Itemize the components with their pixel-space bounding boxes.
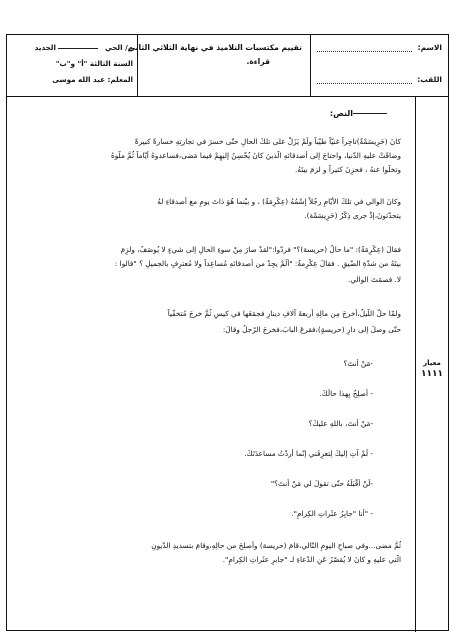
exam-subject: قراءة.	[246, 57, 270, 66]
text-line-6: فقالَ (عِكْرِمَةُ): "ما حالُ (حريسة)؟" فردّوا:"لقدْ صارَ مِنْ سوءِ الحالِ إلى شيءٍ لا يُوصَفُ، ولزِمَ	[120, 245, 401, 254]
text-line-8: لا. فصمَتَ الوالي.	[348, 275, 401, 284]
name-dotted-line	[317, 51, 412, 52]
school-info-box	[7, 35, 139, 97]
text-line-2: وضاقَتْ عليهِ الدّنيا، واحتاجَ إلى أصدقائهِ الّذينَ كانَ يُحْسِنُ إليهِمْ فيما مَضى،فساعدوهُ أيّاماً ثُمَّ ملّوهُ	[110, 151, 401, 160]
exam-title: تقييم مكتسبات التلاميذ في نهاية الثلاثي الثاني	[128, 43, 302, 52]
text-line-3: وتخلّوا عنهُ ، فحزِنَ كثيراً و لزمَ بيتَهُ.	[294, 165, 401, 174]
class-label: السنة الثالثة "أ" و"ب"	[55, 59, 133, 68]
school-name: الجديد	[34, 43, 56, 52]
school-label: م/ الحي	[104, 43, 133, 52]
dialogue-line-1: -مَنْ أنتَ؟	[343, 359, 373, 368]
text-line-12: الّتي عليهِ و كانَ لا يُقصّرُ عَنِ الدّعاءِ لـ "جابرِ عثَراتِ الكِرامِ".	[222, 555, 401, 564]
dialogue-line-6: - "أنا "جابِرُ عثَراتِ الكِرامِ".	[291, 509, 373, 518]
section-title: النص:	[330, 109, 389, 118]
name-label: الاسم:	[417, 43, 442, 52]
grade-box	[418, 359, 446, 379]
dialogue-line-5: -لَنْ أقْبَلَهُ حتّى تقولَ لي مَنْ أنتَ؟"	[270, 479, 373, 488]
text-line-9: ولمّا حلّ اللّيلُ،أخرجَ مِن مالِهِ أربعةَ آلافِ دينارٍ فجمَعَها في كيسٍ ثُمَّ خرجَ مُتخفّياً	[167, 309, 401, 318]
school-underline	[58, 48, 98, 49]
text-line-7: بيتَهُ من شدّةِ الضّيقِ . فقالَ عِكْرِمةُ: "ألَمْ يجِدْ من أصدقائهِ مُساعِداً ولا مُعترِفٍ بالجميلِ ؟ "قالوا :	[114, 259, 401, 268]
grade-value: ١١١١	[421, 369, 443, 379]
dialogue-line-4: - لَمْ آتِ إليكَ لِتعرِفَني إنّما أردْتُ مساعدَتَكَ.	[244, 449, 373, 458]
text-line-11: ثُمَّ مضى...وفي صباحِ اليومِ التّالي،قامَ (حريسة) وأصلحَ من حالِهِ،وقامَ بتسديدِ الدّيونِ	[151, 541, 401, 550]
text-line-4: وكانَ الوالي في تلكَ الأيّامِ رجُلاً إسْمُهُ (عِكْرِمَةُ) ، و بيْنما هُوَ ذاتَ يومٍ مع أصدقاءِ لهُ	[157, 197, 401, 206]
name-field[interactable]	[317, 41, 442, 57]
school-line	[35, 43, 133, 52]
surname-label: اللقب:	[417, 75, 442, 84]
student-info-box	[310, 35, 448, 97]
text-line-10: حتّى وصلَ إلى دارِ (حريسةٍ)،فقرعَ البابَ،فخرجَ الرّجلُ وقالَ:	[222, 325, 401, 334]
dialogue-line-2: - أُصلِحُ بِهذا حالَكَ.	[319, 389, 373, 398]
teacher-label: المعلم: عبد الله موسى	[52, 75, 133, 84]
title-rule	[353, 113, 387, 114]
dialogue-line-3: -مَنْ أنتَ، باللهِ عليكَ؟	[308, 419, 373, 428]
grading-margin	[415, 97, 448, 632]
surname-field[interactable]	[317, 73, 442, 89]
reading-text	[7, 97, 415, 632]
exam-sheet	[6, 34, 449, 631]
text-line-1: كانَ (حَرِيسَمْةٌ)تاجِراً غنيّاً طيّباً ولَمْ يَزَلْ على تلكَ الحالِ حتّى خسرَ في تجارتِهِ خسارةً كبيرةً	[134, 137, 401, 146]
surname-dotted-line	[317, 83, 412, 84]
exam-title-box	[128, 35, 310, 97]
grade-label: معيار	[423, 359, 441, 367]
text-line-5: يتحدّثونَ،إذْ جرى ذِكْرُ (حَرِيسَمْة).	[304, 211, 401, 220]
header	[7, 35, 448, 97]
